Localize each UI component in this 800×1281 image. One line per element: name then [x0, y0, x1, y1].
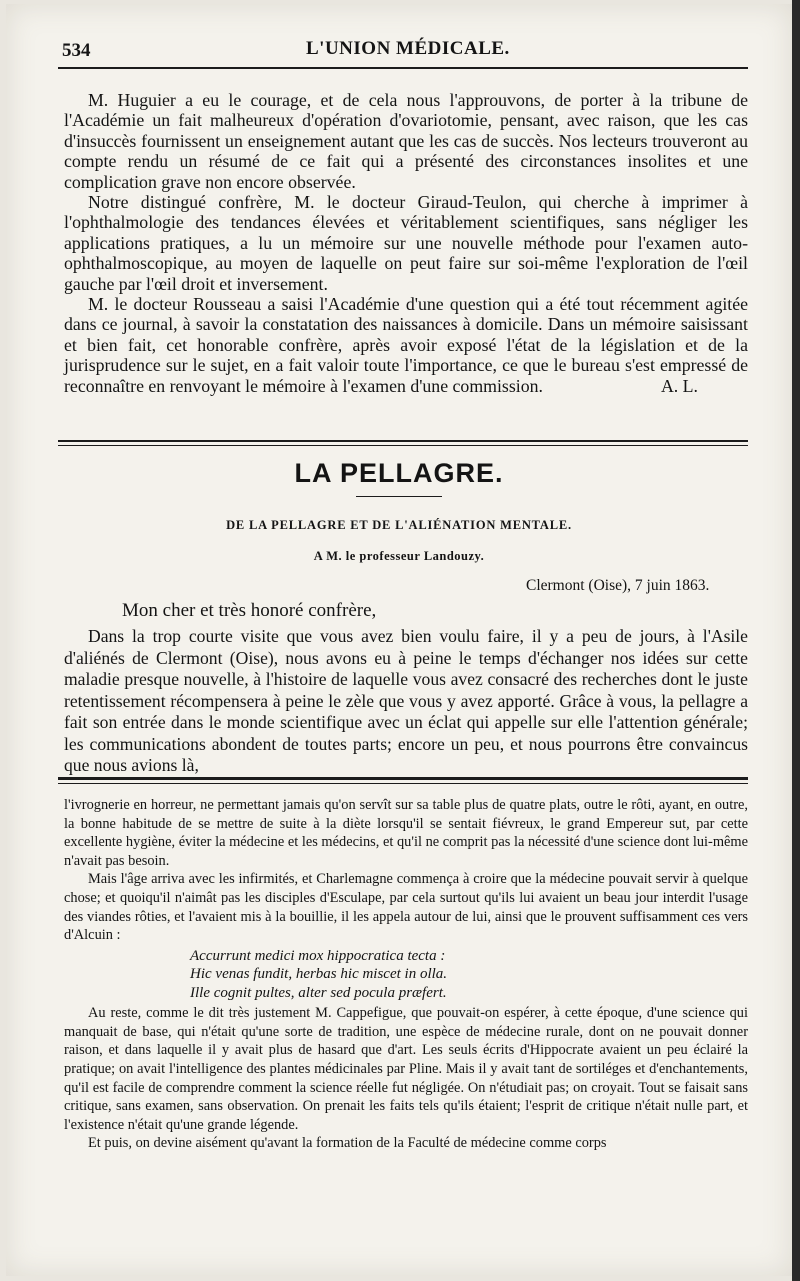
page-number: 534 — [62, 40, 91, 61]
feuilleton-rule-top — [58, 777, 748, 780]
article-title: LA PELLAGRE. — [294, 458, 504, 488]
feuilleton-paragraph-1: l'ivrognerie en horreur, ne permettant jamais qu'on servît sur sa table plus de quatre plats, outre le rôti, ayant, en outre, la bonne habitude de se mettre de suite à la diète lorsqu'il se sentait fiévreux, le grand Empereur sut, par cette excellente hygiène, éviter la médecine et les médecins, et qu'il ne comprit pas la nécessité d'une science dont lui-même n'avait pas besoin. — [64, 797, 748, 869]
feuilleton-paragraph-3: Au reste, comme le dit très justement M. Cappefigue, que pouvait-on espérer, à cette époque, d'une science qui manquait de base, qui n'était qu'une sorte de tradition, une espèce de médecine rurale, dont on ne pouvait donner raison, et dans laquelle il y avait plus de hasard que d'art. Les seuls écrits d'Hippocrate avaient un peu éclairé la pratique; on avait l'intelligence des plantes médicinales par Pline. Mais il y avait tant de sortiléges et d'enchantements, qu'il est facile de comprendre comment la science réelle fut négligée. On n'étudiait pas; on croyait. Tout se faisait sans critique, sans examen, sans observation. On prenait les faits tels qu'ils étaient; l'esprit de critique n'était nulle part, et l'existence n'était qu'une grande légende. — [64, 1005, 748, 1133]
addressee: A M. le professeur Landouzy. — [313, 549, 485, 563]
top-section — [64, 90, 748, 397]
verse-line: Hic venas fundit, herbas hic miscet in olla. — [190, 966, 448, 983]
scan-edge — [792, 0, 800, 1281]
signature: A. L. — [660, 376, 698, 397]
journal-page — [6, 4, 792, 1276]
verse-line: Accurrunt medici mox hippocratica tecta : — [190, 947, 446, 964]
salutation: Mon cher et très honoré confrère, — [122, 600, 377, 621]
paragraph-rousseau: M. le docteur Rousseau a saisi l'Académie d'une question qui a été tout récemment agitée dans ce journal, à savoir la constatation des naissances à domicile. Dans un mémoire saisissant et bien fait, cet honorable confrère, après avoir exposé l'état de la législation et de la jurisprudence sur le sujet, en a fait valoir toute l'importance, ce que le bureau s'est empressé de reconnaître en renvoyant le mémoire à l'examen d'une commission. — [64, 294, 748, 396]
feuilleton-paragraph-4: Et puis, on devine aisément qu'avant la formation de la Faculté de médecine comme corps — [88, 1135, 607, 1152]
place-date: Clermont (Oise), 7 juin 1863. — [526, 577, 710, 594]
article-subtitle: DE LA PELLAGRE ET DE L'ALIÉNATION MENTALE. — [226, 518, 572, 532]
letter-body — [64, 626, 748, 777]
journal-title: L'UNION MÉDICALE. — [306, 38, 510, 59]
alcuin-verse — [190, 947, 748, 1003]
paragraph-giraud-teulon: Notre distingué confrère, M. le docteur Giraud-Teulon, qui cherche à imprimer à l'ophthalmologie des tendances élevées et véritablement scientifiques, sans négliger les applications pratiques, a lu un mémoire sur une nouvelle méthode pour l'examen auto-ophthalmoscopique, au moyen de laquelle on peut faire sur soi-même l'exploration de l'œil gauche par l'œil droit et inversement. — [64, 192, 748, 294]
feuilleton-paragraph-2: Mais l'âge arriva avec les infirmités, et Charlemagne commença à croire que la médecine pouvait servir à quelque chose; et quoiqu'il n'aimât pas les disciples d'Esculape, par cela surtout qu'ils lui avaient un beau jour interdit l'usage des viandes rôties, et l'avaient mis à la bouillie, il les appela autour de lui, ainsi que le prouvent suffisamment ces vers d'Alcuin : — [64, 871, 748, 944]
verse-line: Ille cognit pultes, alter sed pocula præfert. — [190, 984, 447, 1001]
paragraph-huguier: M. Huguier a eu le courage, et de cela nous l'approuvons, de porter à la tribune de l'Académie un fait malheureux d'opération d'ovariotomie, pensant, avec raison, que les cas d'insuccès fournissent un enseignement autant que les cas de succès. Nos lecteurs trouveront au compte rendu un résumé de ce fait qui a présenté des circonstances insolites et une complication grave non encore observée. — [64, 90, 748, 192]
section-rule-bottom — [58, 445, 748, 446]
section-rule-top — [58, 440, 748, 442]
title-underline — [356, 496, 442, 497]
feuilleton-section — [64, 796, 748, 1153]
letter-paragraph: Dans la trop courte visite que vous avez bien voulu faire, il y a peu de jours, à l'Asile d'aliénés de Clermont (Oise), nous avons eu à peine le temps d'échanger nos idées sur cette maladie presque nouvelle, à l'histoire de laquelle vous avez consacré des recherches dont le juste retentissement récompensera à peine le zèle que vous y avez apporté. Grâce à vous, la pellagre a fait son entrée dans le monde scientifique avec un éclat qui appelle sur elle l'attention générale; les communications abondent de toutes parts; encore un peu, et nous pourrons être convaincus que nous avions là, — [64, 626, 748, 775]
header-rule — [58, 67, 748, 69]
feuilleton-rule-bottom — [58, 783, 748, 784]
